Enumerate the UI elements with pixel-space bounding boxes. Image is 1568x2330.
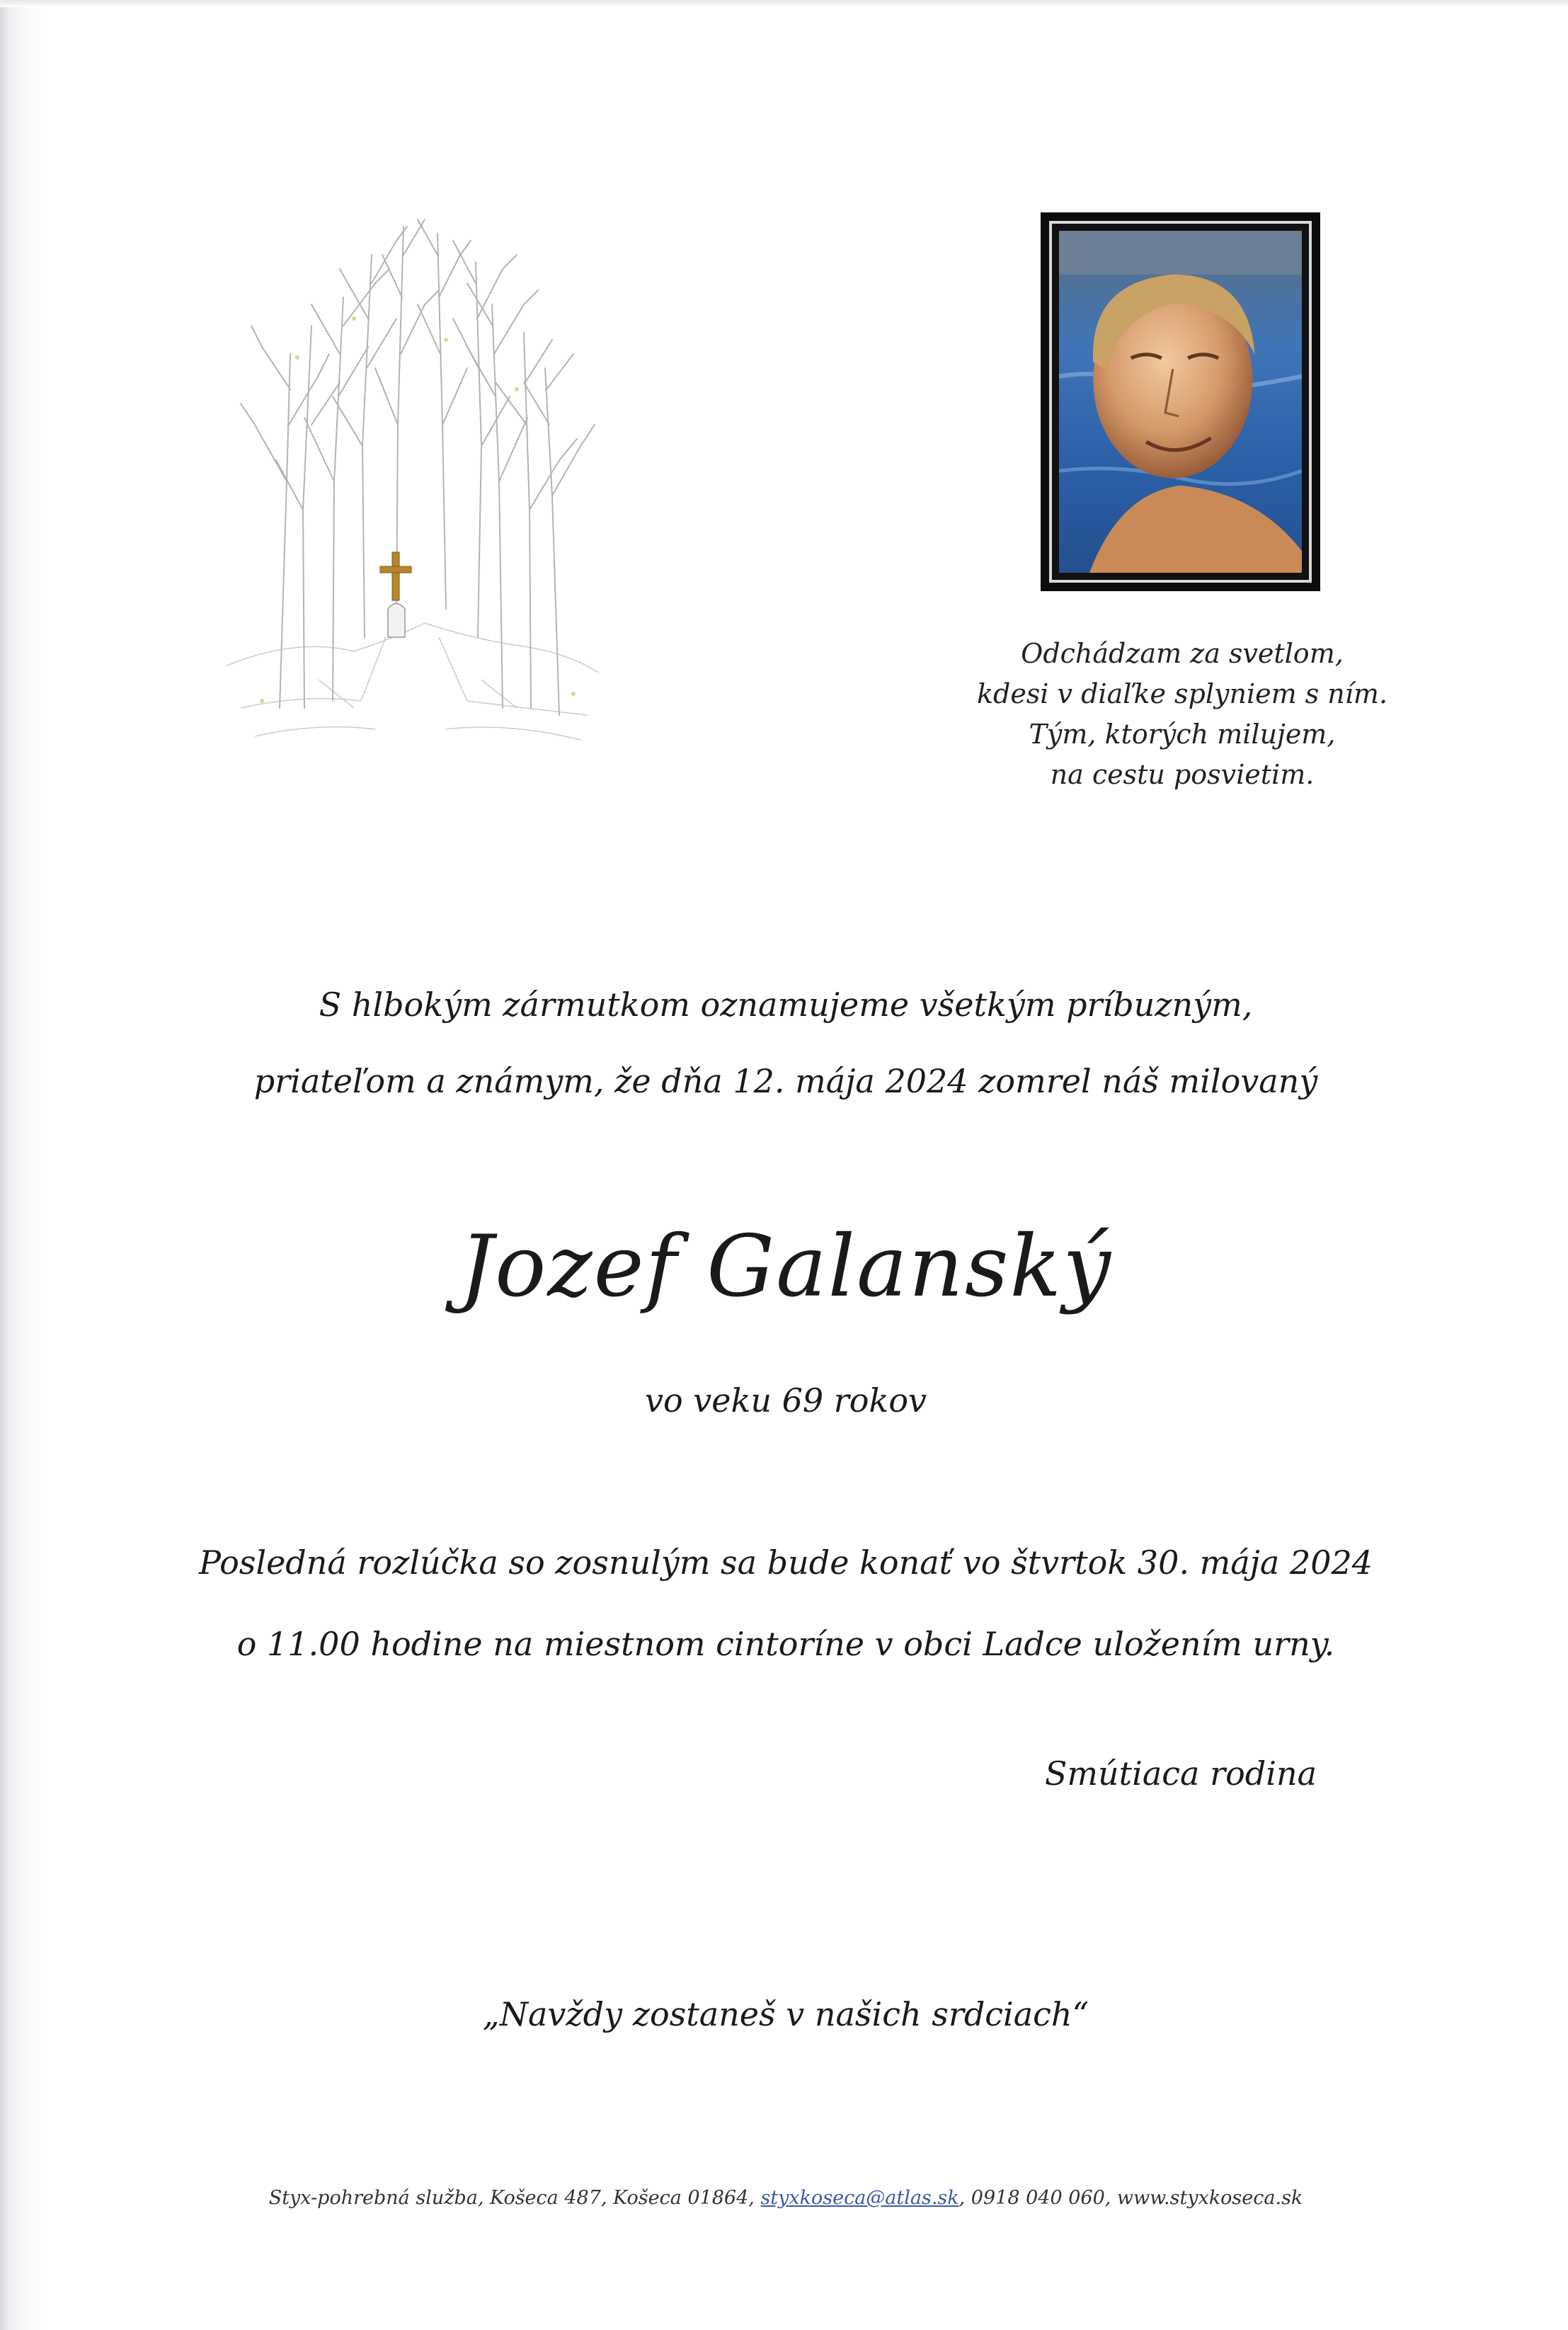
portrait-photo-frame bbox=[1041, 212, 1320, 591]
footer-company-text: Styx-pohrebná služba, Košeca 487, Košeca 01864, bbox=[268, 2187, 755, 2209]
footer-email-link[interactable]: styxkoseca@atlas.sk bbox=[760, 2187, 959, 2209]
announcement-line-2: priateľom a známym, že dňa 12. mája 2024 zomrel náš milovaný bbox=[253, 1062, 1318, 1100]
family-signature: Smútiaca rodina bbox=[1044, 1754, 1317, 1793]
winter-trees-cross-icon bbox=[212, 212, 609, 765]
announcement-block bbox=[212, 966, 1359, 1119]
funeral-line-2: o 11.00 hodine na miestnom cintoríne v obci Ladce uložením urny. bbox=[236, 1625, 1335, 1663]
verse-line: na cestu posvietim. bbox=[1050, 759, 1315, 790]
memorial-motto: „Navždy zostaneš v našich srdciach“ bbox=[482, 1995, 1089, 2033]
deceased-age: vo veku 69 rokov bbox=[644, 1381, 927, 1420]
cross-icon bbox=[380, 552, 411, 600]
announcement-line-1: S hlbokým zármutkom oznamujeme všetkým príbuzným, bbox=[319, 986, 1253, 1024]
verse-line: Tým, ktorých milujem, bbox=[1029, 719, 1336, 750]
verse-line: kdesi v diaľke splyniem s ním. bbox=[976, 678, 1388, 709]
footer-contact bbox=[142, 2184, 1430, 2212]
funeral-info-block bbox=[177, 1522, 1395, 1685]
funeral-line-1: Posledná rozlúčka so zosnulým sa bude konať vo štvrtok 30. mája 2024 bbox=[198, 1543, 1373, 1582]
portrait-photo bbox=[1049, 221, 1312, 583]
verse-block bbox=[963, 634, 1402, 795]
deceased-name: Jozef Galanský bbox=[459, 1218, 1112, 1316]
verse-line: Odchádzam za svetlom, bbox=[1021, 638, 1344, 669]
page-top-edge bbox=[0, 0, 1568, 7]
footer-phone-web: , 0918 040 060, www.styxkoseca.sk bbox=[958, 2187, 1303, 2209]
